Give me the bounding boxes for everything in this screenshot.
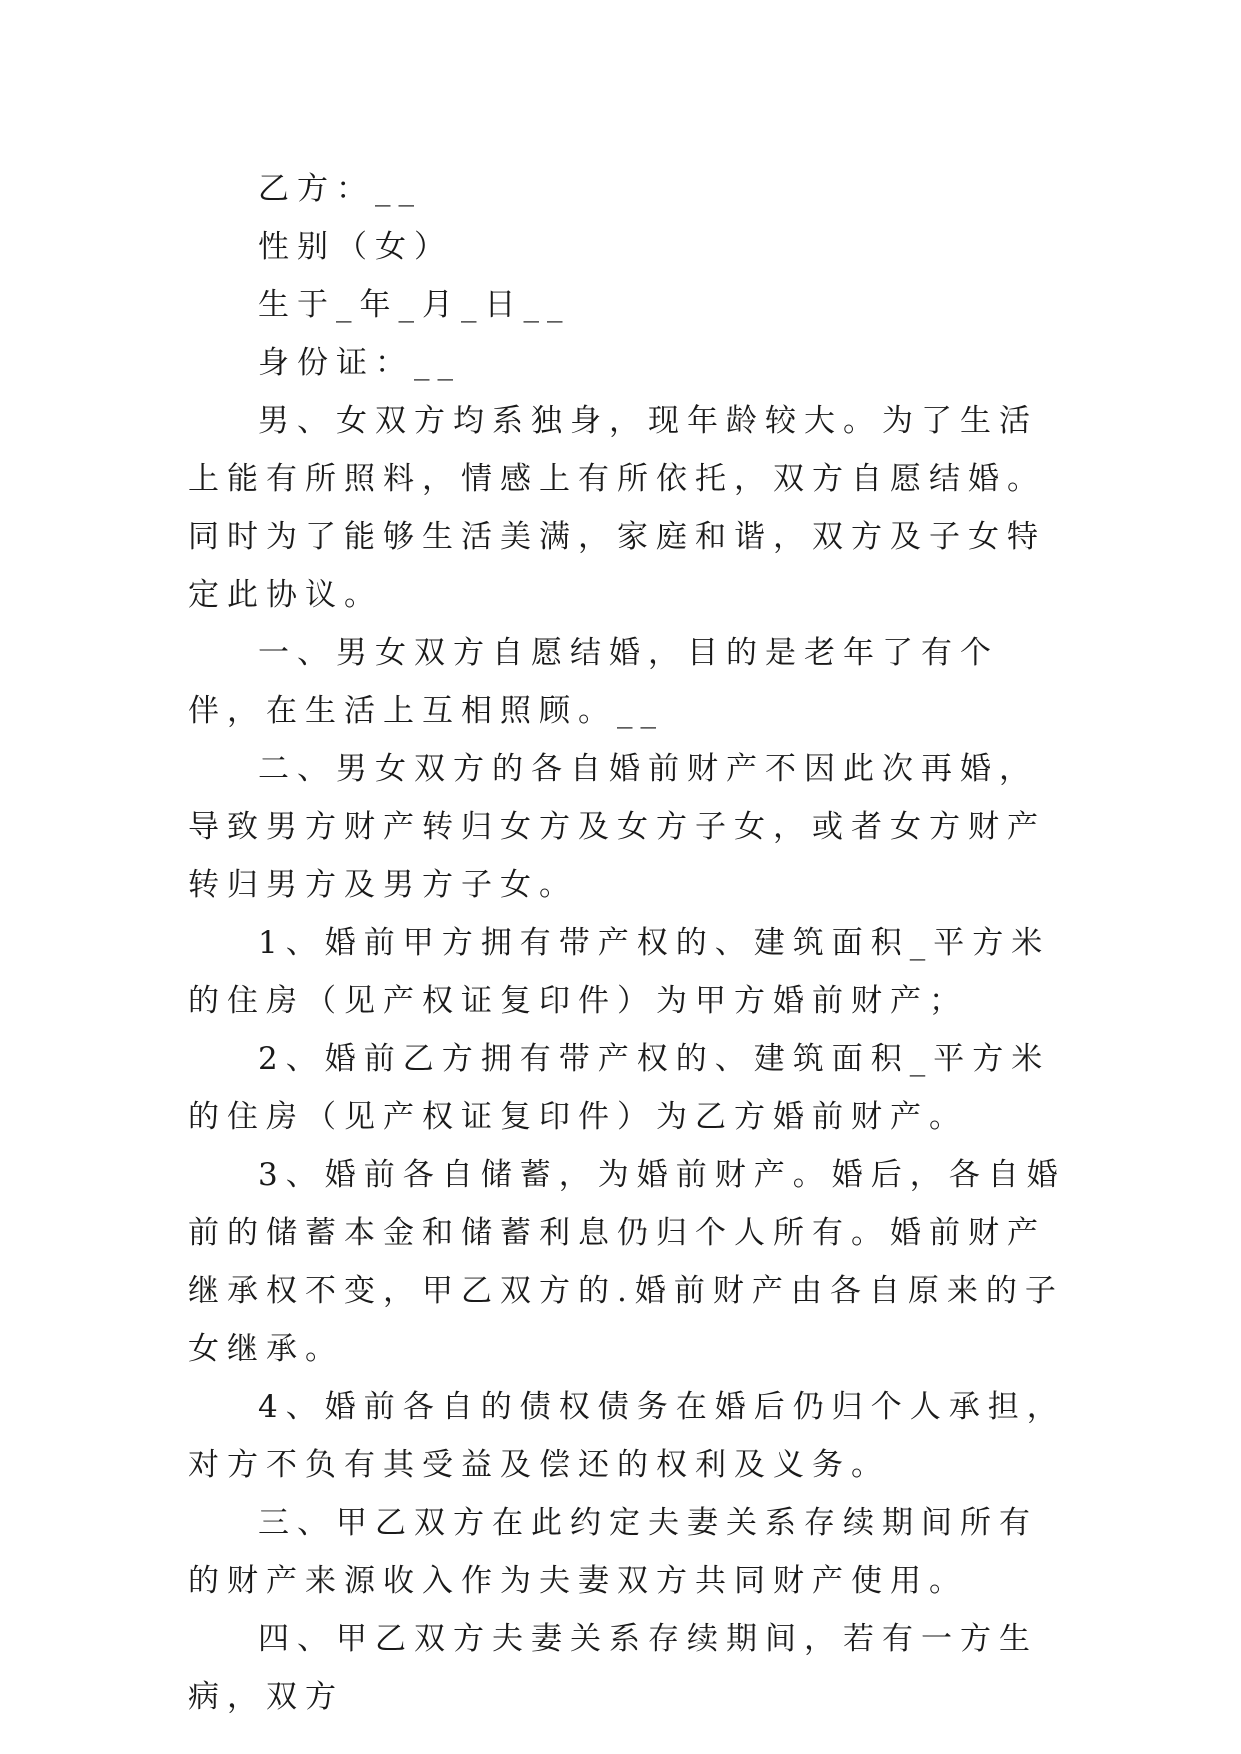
clause-2-item-1: 1、婚前甲方拥有带产权的、建筑面积_平方米的住房（见产权证复印件）为甲方婚前财产； [188, 925, 1051, 1019]
clause-2-item-2: 2、婚前乙方拥有带产权的、建筑面积_平方米的住房（见产权证复印件）为乙方婚前财产。 [188, 1041, 1051, 1135]
clause-2-item-3: 3、婚前各自储蓄，为婚前财产。婚后，各自婚前的储蓄本金和储蓄利息仍归个人所有。婚前财产继承权不变，甲乙双方的.婚前财产由各自原来的子女继承。 [188, 1157, 1066, 1367]
gender-line: 性别（女） [258, 229, 453, 265]
document-body [188, 160, 1068, 1726]
clause-2: 二、男女双方的各自婚前财产不因此次再婚，导致男方财产转归女方及女方子女，或者女方财产转归男方及男方子女。 [188, 751, 1046, 903]
party-b-line: 乙方：__ [258, 171, 422, 207]
clause-4: 四、甲乙双方夫妻关系存续期间，若有一方生病，双方 [188, 1621, 1038, 1715]
clause-1: 一、男女双方自愿结婚，目的是老年了有个伴，在生活上互相照顾。__ [188, 635, 999, 729]
clause-2-item-4: 4、婚前各自的债权债务在婚后仍归个人承担，对方不负有其受益及偿还的权利及义务。 [188, 1389, 1066, 1483]
birth-date-line: 生于_年_月_日__ [258, 287, 571, 323]
id-card-line: 身份证：__ [258, 345, 461, 381]
clause-3: 三、甲乙双方在此约定夫妻关系存续期间所有的财产来源收入作为夫妻双方共同财产使用。 [188, 1505, 1038, 1599]
preamble-paragraph: 男、女双方均系独身，现年龄较大。为了生活上能有所照料，情感上有所依托，双方自愿结婚。同时为了能够生活美满，家庭和谐，双方及子女特定此协议。 [188, 403, 1046, 613]
